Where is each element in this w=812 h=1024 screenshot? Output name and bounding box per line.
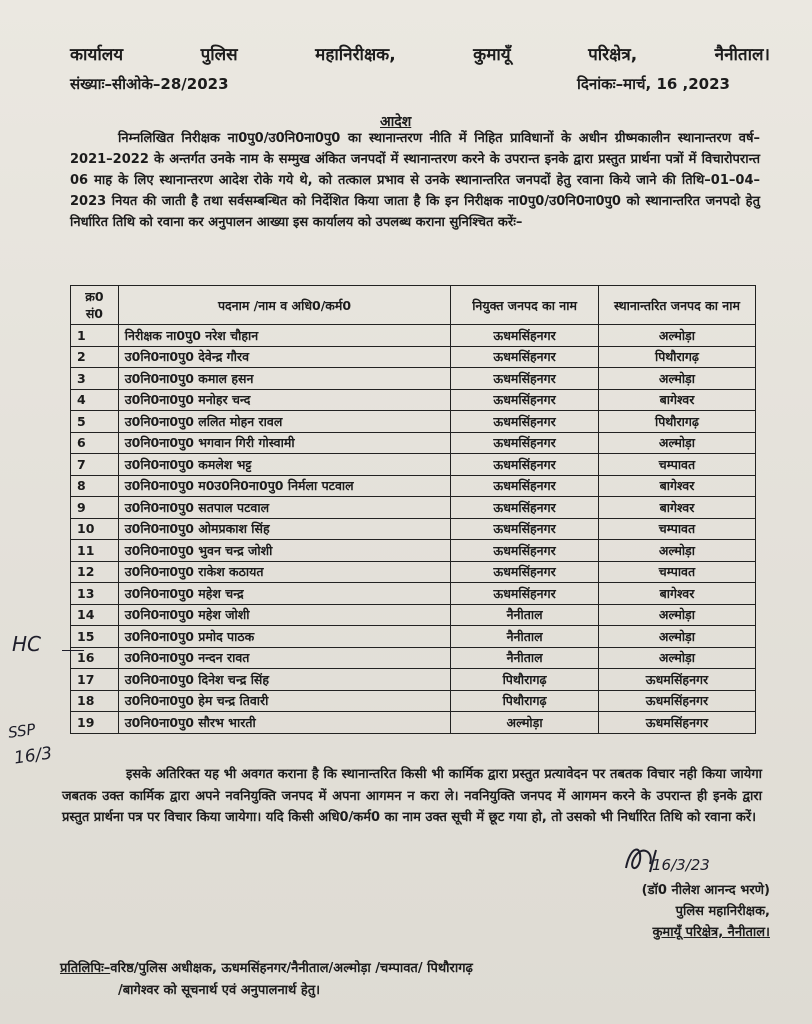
cell-current-district: ऊधमसिंहनगर bbox=[451, 389, 599, 411]
margin-note-hc: HC bbox=[12, 632, 42, 656]
table-row bbox=[71, 583, 756, 605]
cell-transfer-district: अल्मोड़ा bbox=[598, 647, 755, 669]
cell-name: उ0नि0ना0पु0 प्रमोद पाठक bbox=[118, 626, 450, 648]
cell-transfer-district: अल्मोड़ा bbox=[598, 626, 755, 648]
cell-current-district: नैनीताल bbox=[451, 604, 599, 626]
cell-serial: 15 bbox=[71, 626, 119, 648]
cell-serial: 5 bbox=[71, 411, 119, 433]
cell-current-district: पिथौरागढ़ bbox=[451, 669, 599, 691]
signatory-name: (डॉ0 नीलेश आनन्द भरणे) bbox=[641, 883, 770, 898]
table-row bbox=[71, 690, 756, 712]
table-row bbox=[71, 712, 756, 734]
copy-label: प्रतिलिपिः– bbox=[60, 961, 111, 976]
cell-transfer-district: अल्मोड़ा bbox=[598, 368, 755, 390]
signature-block bbox=[570, 880, 770, 943]
cell-current-district: ऊधमसिंहनगर bbox=[451, 497, 599, 519]
table-row bbox=[71, 346, 756, 368]
cell-current-district: ऊधमसिंहनगर bbox=[451, 518, 599, 540]
table-header-row bbox=[71, 286, 756, 325]
cell-transfer-district: चम्पावत bbox=[598, 454, 755, 476]
office-header bbox=[70, 42, 770, 65]
cell-transfer-district: अल्मोड़ा bbox=[598, 540, 755, 562]
cell-transfer-district: बागेश्वर bbox=[598, 497, 755, 519]
order-title: आदेश bbox=[380, 114, 412, 130]
cell-serial: 18 bbox=[71, 690, 119, 712]
table-row bbox=[71, 561, 756, 583]
cell-serial: 12 bbox=[71, 561, 119, 583]
signatory-office: कुमायूँ परिक्षेत्र, नैनीताल। bbox=[652, 925, 770, 940]
table-body bbox=[71, 325, 756, 734]
table-row bbox=[71, 411, 756, 433]
margin-note-ssp-date: 16/3 bbox=[12, 743, 54, 769]
header-transfer-district: स्थानान्तरित जनपद का नाम bbox=[598, 286, 755, 325]
cell-current-district: नैनीताल bbox=[451, 647, 599, 669]
header-name: पदनाम /नाम व अधि0/कर्म0 bbox=[118, 286, 450, 325]
cell-name: उ0नि0ना0पु0 दिनेश चन्द्र सिंह bbox=[118, 669, 450, 691]
cell-current-district: ऊधमसिंहनगर bbox=[451, 561, 599, 583]
cell-transfer-district: बागेश्वर bbox=[598, 583, 755, 605]
cell-name: उ0नि0ना0पु0 मनोहर चन्द bbox=[118, 389, 450, 411]
cell-transfer-district: बागेश्वर bbox=[598, 389, 755, 411]
cell-name: उ0नि0ना0पु0 कमाल हसन bbox=[118, 368, 450, 390]
cell-name: उ0नि0ना0पु0 भुवन चन्द्र जोशी bbox=[118, 540, 450, 562]
cell-serial: 4 bbox=[71, 389, 119, 411]
cell-transfer-district: ऊधमसिंहनगर bbox=[598, 669, 755, 691]
copy-to bbox=[60, 958, 760, 1002]
cell-current-district: ऊधमसिंहनगर bbox=[451, 454, 599, 476]
table-row bbox=[71, 647, 756, 669]
cell-serial: 8 bbox=[71, 475, 119, 497]
cell-name: उ0नि0ना0पु0 राकेश कठायत bbox=[118, 561, 450, 583]
cell-name: उ0नि0ना0पु0 महेश चन्द्र bbox=[118, 583, 450, 605]
cell-current-district: नैनीताल bbox=[451, 626, 599, 648]
cell-name: उ0नि0ना0पु0 सौरभ भारती bbox=[118, 712, 450, 734]
table-row bbox=[71, 497, 756, 519]
closing-paragraph: इसके अतिरिक्त यह भी अवगत कराना है कि स्थानान्तरित किसी भी कार्मिक द्वारा प्रस्तुत प्रत्यावेदन पर तबतक विचार नही किया जायेगा जबतक उक्त कार्मिक द्वारा अपने नवनियुक्ति जनपद में अपना आगमन न करा ले। नवनियुक्ति जनपद में आगमन करने के उपरान्त ही इनके द्वारा प्रस्तुत प्रार्थना पत्र पर विचार किया जायेगा। यदि किसी अधि0/कर्म0 का नाम उक्त सूची में छूट गया हो, तो उसको भी निर्धारित तिथि को रवाना करें। bbox=[62, 767, 762, 825]
cell-current-district: ऊधमसिंहनगर bbox=[451, 475, 599, 497]
table-row bbox=[71, 475, 756, 497]
cell-serial: 11 bbox=[71, 540, 119, 562]
copy-line-1: वरिष्ठ/पुलिस अधीक्षक, ऊधमसिंहनगर/नैनीताल/अल्मोड़ा /चम्पावत/ पिथौरागढ़ bbox=[110, 961, 473, 976]
table-row bbox=[71, 325, 756, 347]
header-serial: क्र0 सं0 bbox=[71, 286, 119, 325]
header-current-district: नियुक्त जनपद का नाम bbox=[451, 286, 599, 325]
table-row bbox=[71, 389, 756, 411]
cell-serial: 16 bbox=[71, 647, 119, 669]
cell-serial: 10 bbox=[71, 518, 119, 540]
cell-name: उ0नि0ना0पु0 हेम चन्द्र तिवारी bbox=[118, 690, 450, 712]
intro-paragraph: निम्नलिखित निरीक्षक ना0पु0/उ0नि0ना0पु0 का स्थानान्तरण नीति में निहित प्राविधानों के अधीन ग्रीष्मकालीन स्थानान्तरण वर्ष–2021–2022 के अन्तर्गत उनके नाम के सम्मुख अंकित जनपदों में स्थानान्तरण करने के उपरान्त इनके द्वारा प्रस्तुत प्रार्थना पत्रों में विचारोपरान्त 06 माह के लिए स्थानान्तरण आदेश रोके गये थे, को तत्काल प्रभाव से उनके स्थानान्तरित जनपदों हेतु रवाना किये जाने की तिथि–01–04–2023 नियत की जाती है तथा सर्वसम्बन्धित को निर्देशित किया जाता है कि इन निरीक्षक ना0पु0/उ0नि0ना0पु0 को स्थानान्तरित जनपदो हेतु निर्धारित तिथि को रवाना कर अनुपालन आख्या इस कार्यालय को उपलब्ध कराना सुनिश्चित करेंः– bbox=[70, 131, 760, 230]
cell-transfer-district: पिथौरागढ़ bbox=[598, 411, 755, 433]
cell-current-district: ऊधमसिंहनगर bbox=[451, 346, 599, 368]
transfer-table bbox=[70, 285, 756, 734]
cell-name: उ0नि0ना0पु0 महेश जोशी bbox=[118, 604, 450, 626]
cell-serial: 6 bbox=[71, 432, 119, 454]
reference-line bbox=[70, 74, 730, 94]
table-row bbox=[71, 626, 756, 648]
cell-transfer-district: अल्मोड़ा bbox=[598, 604, 755, 626]
cell-name: निरीक्षक ना0पु0 नरेश चौहान bbox=[118, 325, 450, 347]
cell-current-district: अल्मोड़ा bbox=[451, 712, 599, 734]
letter-date: दिनांकः–मार्च, 16 ,2023 bbox=[577, 75, 730, 93]
cell-transfer-district: अल्मोड़ा bbox=[598, 432, 755, 454]
cell-serial: 2 bbox=[71, 346, 119, 368]
cell-transfer-district: चम्पावत bbox=[598, 518, 755, 540]
cell-current-district: ऊधमसिंहनगर bbox=[451, 368, 599, 390]
cell-name: उ0नि0ना0पु0 म0उ0नि0ना0पु0 निर्मला पटवाल bbox=[118, 475, 450, 497]
header-police: पुलिस bbox=[200, 45, 238, 65]
table-row bbox=[71, 454, 756, 476]
cell-serial: 1 bbox=[71, 325, 119, 347]
margin-note-hc-line bbox=[62, 650, 84, 651]
cell-serial: 14 bbox=[71, 604, 119, 626]
cell-transfer-district: चम्पावत bbox=[598, 561, 755, 583]
margin-note-ssp: SSP bbox=[6, 720, 37, 742]
cell-name: उ0नि0ना0पु0 देवेन्द्र गौरव bbox=[118, 346, 450, 368]
table-row bbox=[71, 604, 756, 626]
header-range: परिक्षेत्र, bbox=[588, 45, 638, 65]
cell-name: उ0नि0ना0पु0 सतपाल पटवाल bbox=[118, 497, 450, 519]
cell-name: उ0नि0ना0पु0 नन्दन रावत bbox=[118, 647, 450, 669]
cell-current-district: ऊधमसिंहनगर bbox=[451, 583, 599, 605]
cell-name: उ0नि0ना0पु0 भगवान गिरी गोस्वामी bbox=[118, 432, 450, 454]
header-city: नैनीताल। bbox=[714, 45, 770, 65]
header-inspector-general: महानिरीक्षक, bbox=[315, 45, 396, 65]
cell-serial: 19 bbox=[71, 712, 119, 734]
cell-transfer-district: अल्मोड़ा bbox=[598, 325, 755, 347]
letter-number: संख्याः–सीओके–28/2023 bbox=[70, 75, 229, 93]
signature-date: 16/3/23 bbox=[652, 856, 710, 874]
table-row bbox=[71, 518, 756, 540]
cell-transfer-district: बागेश्वर bbox=[598, 475, 755, 497]
table-row bbox=[71, 368, 756, 390]
cell-name: उ0नि0ना0पु0 ओमप्रकाश सिंह bbox=[118, 518, 450, 540]
table-row bbox=[71, 669, 756, 691]
cell-serial: 13 bbox=[71, 583, 119, 605]
copy-line-2: /बागेश्वर को सूचनार्थ एवं अनुपालनार्थ हेतु। bbox=[118, 983, 321, 998]
cell-transfer-district: पिथौरागढ़ bbox=[598, 346, 755, 368]
header-office: कार्यालय bbox=[70, 45, 124, 65]
cell-current-district: ऊधमसिंहनगर bbox=[451, 411, 599, 433]
signatory-designation: पुलिस महानिरीक्षक, bbox=[675, 904, 770, 919]
cell-transfer-district: ऊधमसिंहनगर bbox=[598, 690, 755, 712]
cell-serial: 9 bbox=[71, 497, 119, 519]
cell-current-district: ऊधमसिंहनगर bbox=[451, 432, 599, 454]
cell-serial: 17 bbox=[71, 669, 119, 691]
cell-transfer-district: ऊधमसिंहनगर bbox=[598, 712, 755, 734]
cell-current-district: पिथौरागढ़ bbox=[451, 690, 599, 712]
header-kumaon: कुमायूँ bbox=[473, 45, 511, 65]
cell-name: उ0नि0ना0पु0 ललित मोहन रावल bbox=[118, 411, 450, 433]
table-row bbox=[71, 432, 756, 454]
cell-current-district: ऊधमसिंहनगर bbox=[451, 540, 599, 562]
cell-serial: 3 bbox=[71, 368, 119, 390]
cell-name: उ0नि0ना0पु0 कमलेश भट्ट bbox=[118, 454, 450, 476]
table-row bbox=[71, 540, 756, 562]
cell-serial: 7 bbox=[71, 454, 119, 476]
cell-current-district: ऊधमसिंहनगर bbox=[451, 325, 599, 347]
